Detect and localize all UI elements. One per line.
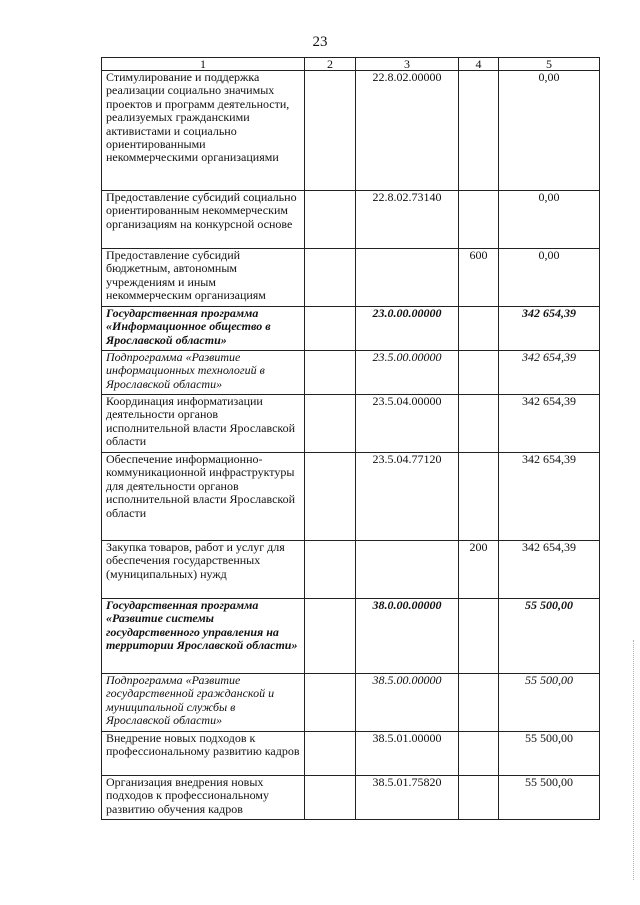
item-name-cell: Предоставление субсидий социально ориентированным некоммерческим организациям на конкурсной основе bbox=[102, 191, 305, 249]
table-row bbox=[102, 541, 600, 599]
table-row bbox=[102, 307, 600, 351]
table-header bbox=[102, 58, 600, 71]
amount-cell: 342 654,39 bbox=[499, 307, 600, 351]
amount-cell: 55 500,00 bbox=[499, 776, 600, 820]
expense-type-code-cell bbox=[459, 674, 499, 732]
amount-cell: 55 500,00 bbox=[499, 599, 600, 674]
expense-type-code-cell bbox=[459, 191, 499, 249]
item-name-cell: Обеспечение информационно-коммуникационной инфраструктуры для деятельности органов исполнительной власти Ярославской области bbox=[102, 453, 305, 541]
item-name-cell: Государственная программа «Информационное общество в Ярославской области» bbox=[102, 307, 305, 351]
expense-type-code-cell bbox=[459, 453, 499, 541]
expense-type-code-cell bbox=[459, 732, 499, 776]
amount-cell: 342 654,39 bbox=[499, 351, 600, 395]
table-row bbox=[102, 249, 600, 307]
expense-type-code-cell bbox=[459, 776, 499, 820]
header-col-1: 1 bbox=[102, 58, 305, 71]
item-name-cell: Подпрограмма «Развитие государственной гражданской и муниципальной службы в Ярославской области» bbox=[102, 674, 305, 732]
target-article-code-cell: 22.8.02.73140 bbox=[356, 191, 459, 249]
target-article-code-cell: 23.5.04.77120 bbox=[356, 453, 459, 541]
target-article-code-cell bbox=[356, 541, 459, 599]
table-row bbox=[102, 191, 600, 249]
header-col-5: 5 bbox=[499, 58, 600, 71]
amount-cell: 0,00 bbox=[499, 71, 600, 191]
budget-table bbox=[101, 57, 600, 820]
item-name-cell: Подпрограмма «Развитие информационных технологий в Ярославской области» bbox=[102, 351, 305, 395]
expense-type-code-cell bbox=[459, 307, 499, 351]
header-col-4: 4 bbox=[459, 58, 499, 71]
expense-type-code-cell: 600 bbox=[459, 249, 499, 307]
scan-edge-marks bbox=[630, 640, 634, 880]
target-article-code-cell: 38.5.00.00000 bbox=[356, 674, 459, 732]
amount-cell: 342 654,39 bbox=[499, 541, 600, 599]
amount-cell: 0,00 bbox=[499, 191, 600, 249]
expense-type-code-cell bbox=[459, 351, 499, 395]
amount-cell: 55 500,00 bbox=[499, 674, 600, 732]
table-row bbox=[102, 71, 600, 191]
amount-cell: 342 654,39 bbox=[499, 395, 600, 453]
section-code-cell bbox=[305, 599, 356, 674]
item-name-cell: Государственная программа «Развитие системы государственного управления на территории Ярославской области» bbox=[102, 599, 305, 674]
section-code-cell bbox=[305, 674, 356, 732]
target-article-code-cell: 22.8.02.00000 bbox=[356, 71, 459, 191]
item-name-cell: Организация внедрения новых подходов к профессиональному развитию обучения кадров bbox=[102, 776, 305, 820]
amount-cell: 342 654,39 bbox=[499, 453, 600, 541]
header-col-3: 3 bbox=[356, 58, 459, 71]
item-name-cell: Внедрение новых подходов к профессиональному развитию кадров bbox=[102, 732, 305, 776]
amount-cell: 55 500,00 bbox=[499, 732, 600, 776]
page-number: 23 bbox=[312, 34, 328, 50]
target-article-code-cell: 38.5.01.75820 bbox=[356, 776, 459, 820]
amount-cell: 0,00 bbox=[499, 249, 600, 307]
section-code-cell bbox=[305, 732, 356, 776]
target-article-code-cell: 23.5.04.00000 bbox=[356, 395, 459, 453]
expense-type-code-cell bbox=[459, 395, 499, 453]
expense-type-code-cell bbox=[459, 599, 499, 674]
table-row bbox=[102, 674, 600, 732]
section-code-cell bbox=[305, 395, 356, 453]
table-row bbox=[102, 453, 600, 541]
section-code-cell bbox=[305, 541, 356, 599]
target-article-code-cell: 38.0.00.00000 bbox=[356, 599, 459, 674]
item-name-cell: Закупка товаров, работ и услуг для обеспечения государственных (муниципальных) нужд bbox=[102, 541, 305, 599]
target-article-code-cell: 38.5.01.00000 bbox=[356, 732, 459, 776]
item-name-cell: Координация информатизации деятельности органов исполнительной власти Ярославской области bbox=[102, 395, 305, 453]
item-name-cell: Предоставление субсидий бюджетным, автономным учреждениям и иным некоммерческим организациям bbox=[102, 249, 305, 307]
section-code-cell bbox=[305, 191, 356, 249]
table-row bbox=[102, 395, 600, 453]
target-article-code-cell: 23.0.00.00000 bbox=[356, 307, 459, 351]
table-row bbox=[102, 599, 600, 674]
item-name-cell: Стимулирование и поддержка реализации социально значимых проектов и программ деятельности, реализуемых гражданскими активистами и социально ориентированными некоммерческими организациями bbox=[102, 71, 305, 191]
target-article-code-cell bbox=[356, 249, 459, 307]
target-article-code-cell: 23.5.00.00000 bbox=[356, 351, 459, 395]
expense-type-code-cell bbox=[459, 71, 499, 191]
table-row bbox=[102, 351, 600, 395]
section-code-cell bbox=[305, 453, 356, 541]
header-col-2: 2 bbox=[305, 58, 356, 71]
section-code-cell bbox=[305, 307, 356, 351]
section-code-cell bbox=[305, 71, 356, 191]
table-row bbox=[102, 776, 600, 820]
header-row bbox=[102, 58, 600, 71]
section-code-cell bbox=[305, 776, 356, 820]
expense-type-code-cell: 200 bbox=[459, 541, 499, 599]
table-row bbox=[102, 732, 600, 776]
section-code-cell bbox=[305, 351, 356, 395]
section-code-cell bbox=[305, 249, 356, 307]
table-body bbox=[102, 71, 600, 820]
